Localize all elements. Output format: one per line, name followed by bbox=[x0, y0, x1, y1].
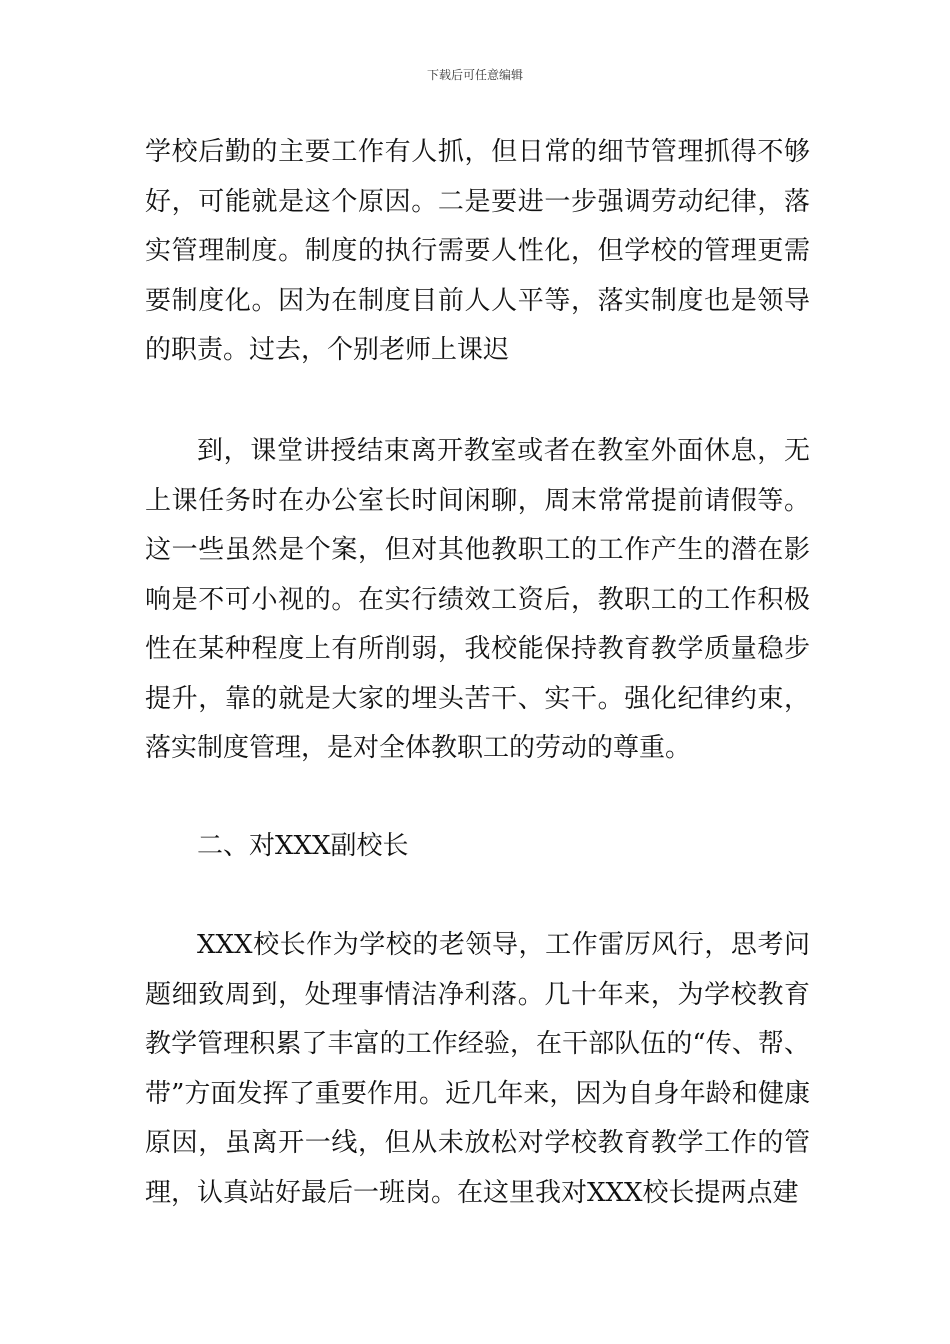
page-header: 下载后可任意编辑 bbox=[426, 68, 523, 82]
body-paragraph: 学校后勤的主要工作有人抓，但日常的细节管理抓得不够好，可能就是这个原因。二是要进一步强调劳动纪律，落实管理制度。制度的执行需要人性化，但学校的管理更需要制度化。因为在制度目前人人平等，落实制度也是领导的职责。过去，个别老师上课迟 bbox=[145, 137, 810, 365]
body-paragraph: XXX校长作为学校的老领导，工作雷厉风行，思考问题细致周到，处理事情洁净利落。几十年来，为学校教育教学管理积累了丰富的工作经验，在干部队伍的“传、帮、带”方面发挥了重要作用。近几年来，因为自身年龄和健康原因，虽离开一线，但从未放松对学校教育教学工作的管理，认真站好最后一班岗。在这里我对XXX校长提两点建 bbox=[145, 930, 810, 1208]
section-heading: 二、对XXX副校长 bbox=[197, 831, 409, 861]
body-paragraph: 到，课堂讲授结束离开教室或者在教室外面休息，无上课任务时在办公室长时间闲聊，周末常常提前请假等。这一些虽然是个案，但对其他教职工的工作产生的潜在影响是不可小视的。在实行绩效工资后，教职工的工作积极性在某种程度上有所削弱，我校能保持教育教学质量稳步提升，靠的就是大家的埋头苦干、实干。强化纪律约束，落实制度管理，是对全体教职工的劳动的尊重。 bbox=[145, 436, 810, 763]
